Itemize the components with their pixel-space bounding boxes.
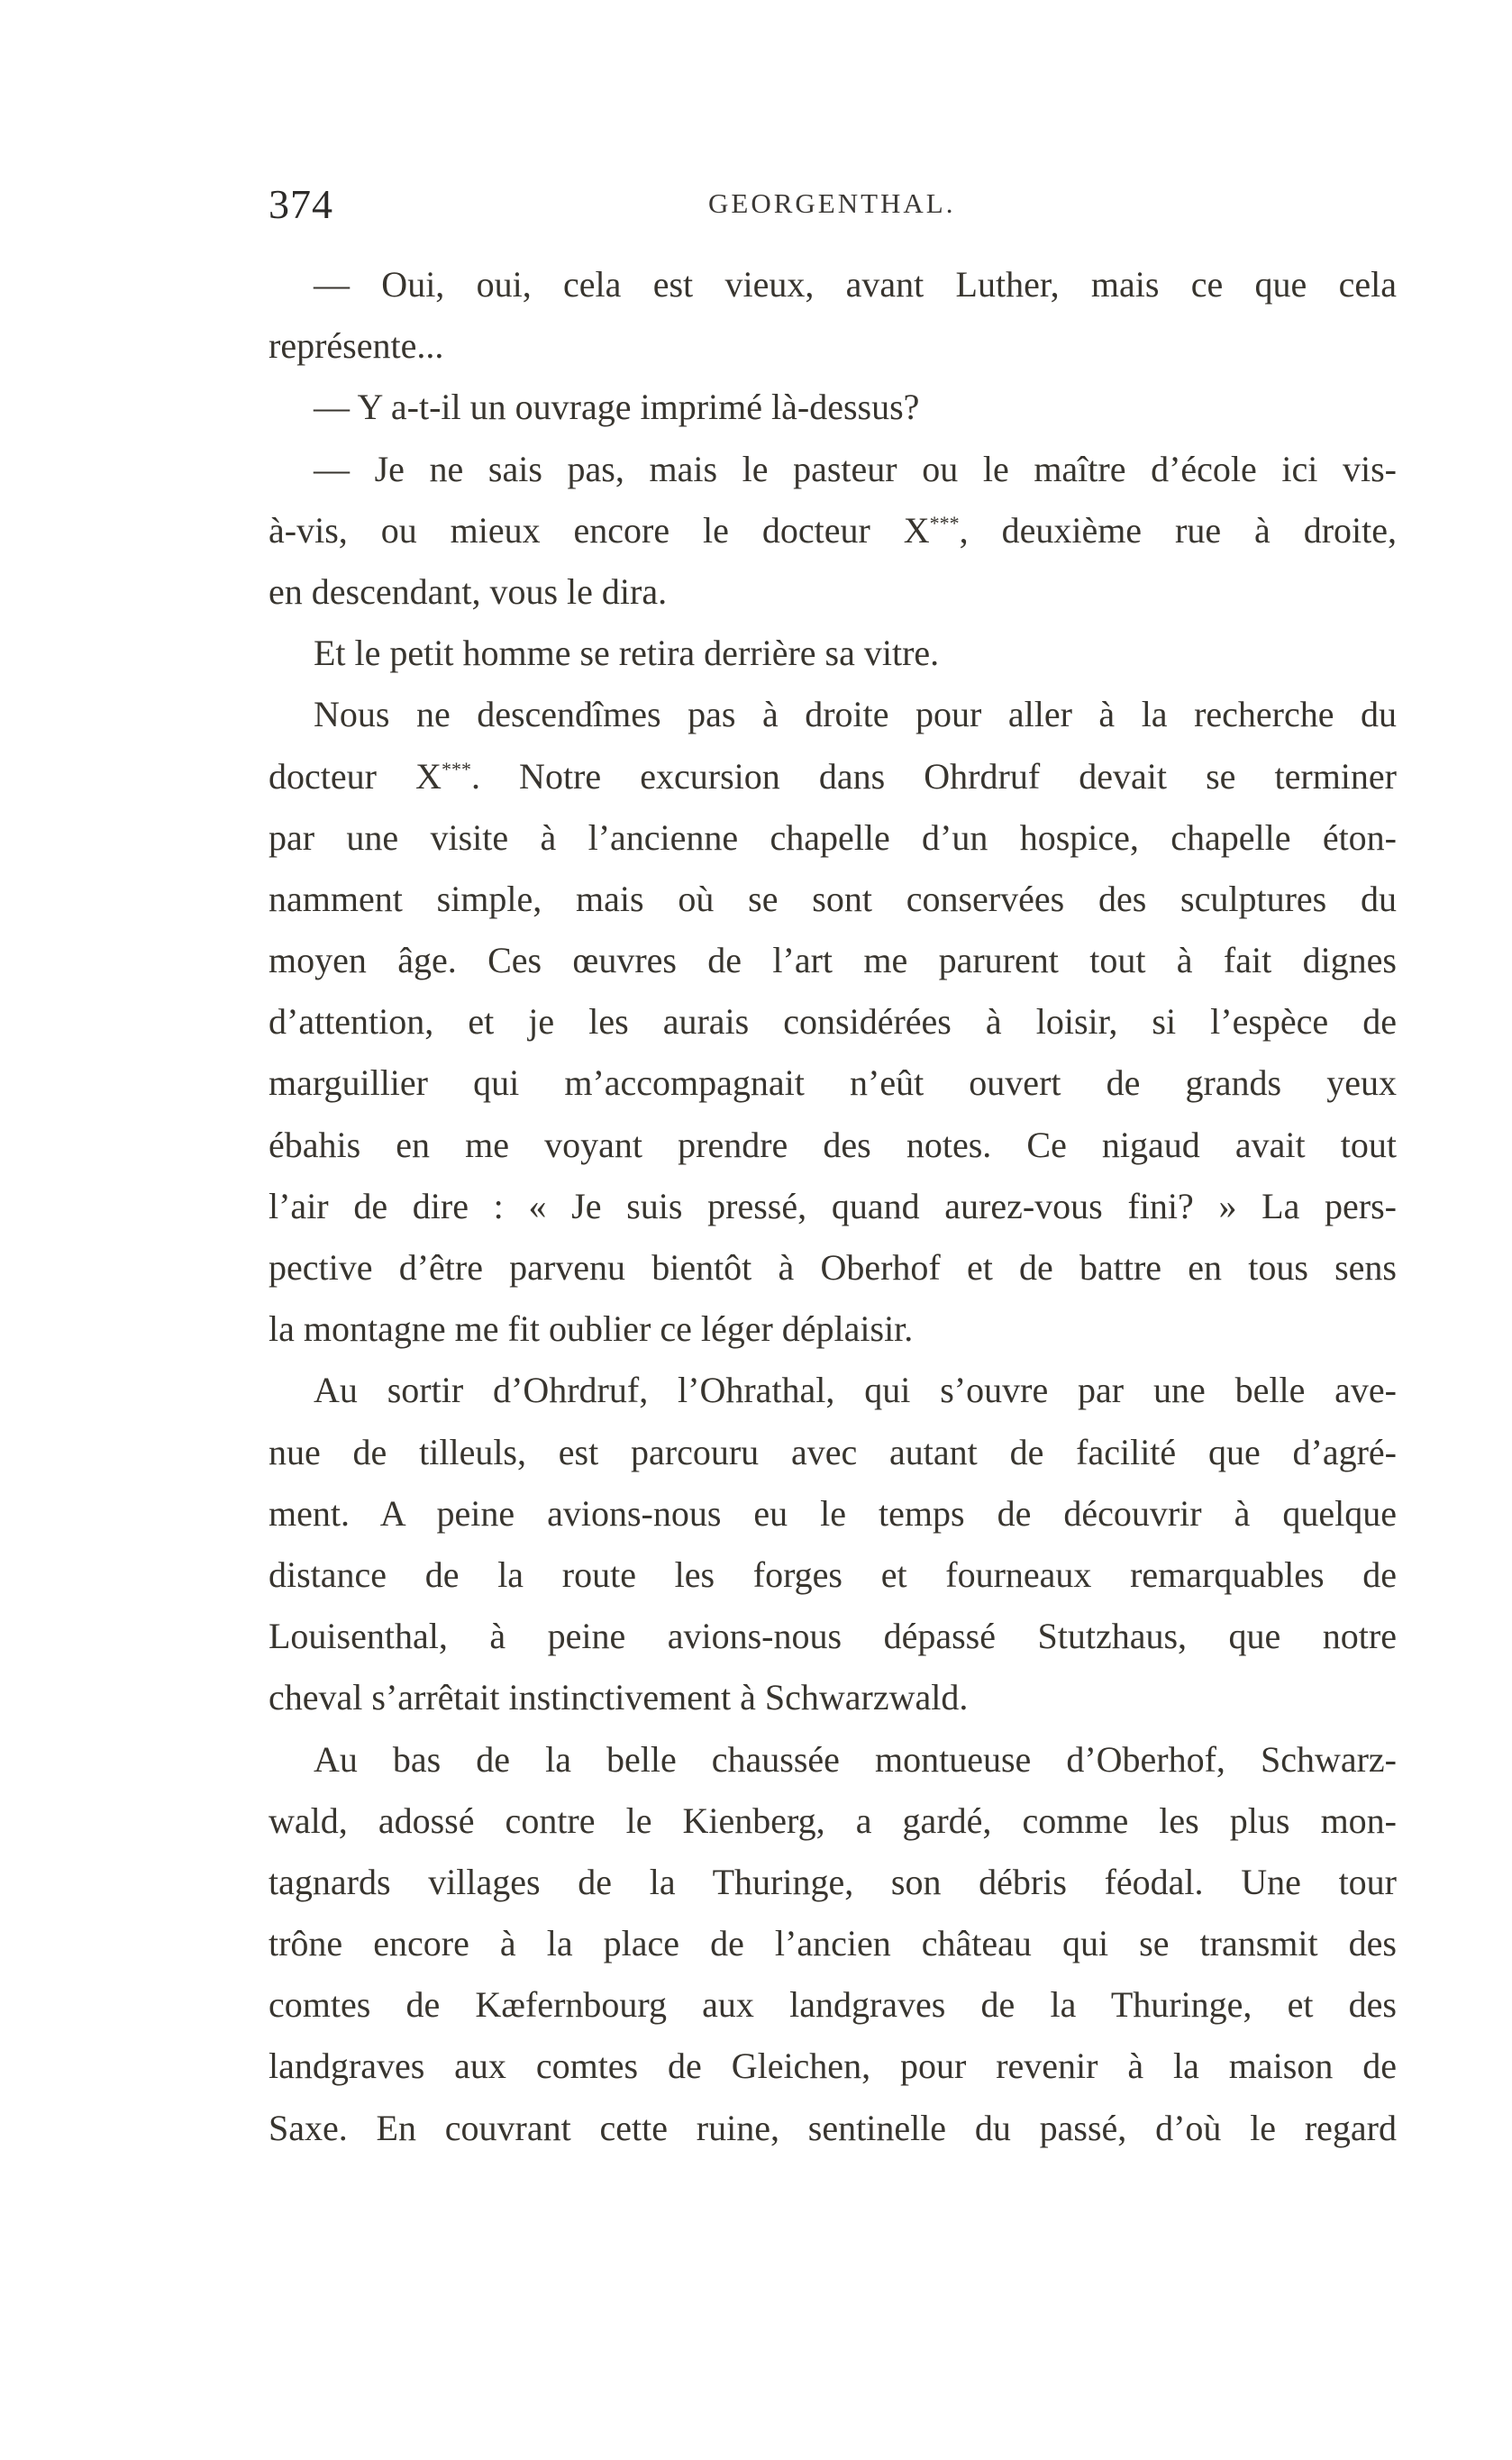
text-line: marguillier qui m’accompagnait n’eût ouvert de grands yeux <box>269 1062 1397 1104</box>
text-line: Au sortir d’Ohrdruf, l’Ohrathal, qui s’ouvre par une belle ave- <box>314 1370 1397 1411</box>
text-line: Saxe. En couvrant cette ruine, sentinelle du passé, d’où le regard <box>269 2107 1397 2148</box>
text-line: landgraves aux comtes de Gleichen, pour revenir à la maison de <box>269 2045 1397 2087</box>
text-line: docteur X***. Notre excursion dans Ohrdruf devait se terminer <box>269 755 1397 797</box>
text-line: tagnards villages de la Thuringe, son débris féodal. Une tour <box>269 1861 1397 1902</box>
text-line: moyen âge. Ces œuvres de l’art me parurent tout à fait dignes <box>269 940 1397 981</box>
page-number: 374 <box>269 181 333 227</box>
body-text <box>269 254 1397 2159</box>
text-line: d’attention, et je les aurais considérées à loisir, si l’espèce de <box>269 1001 1397 1043</box>
text-line: namment simple, mais où se sont conservées des sculptures du <box>269 878 1397 919</box>
text-line: par une visite à l’ancienne chapelle d’un hospice, chapelle éton- <box>269 816 1397 858</box>
text-line: Nous ne descendîmes pas à droite pour aller à la recherche du <box>314 694 1397 735</box>
text-line: comtes de Kæfernbourg aux landgraves de la Thuringe, et des <box>269 1984 1397 2026</box>
text-line: cheval s’arrêtait instinctivement à Schwarzwald. <box>269 1677 969 1718</box>
text-line: ment. A peine avions-nous eu le temps de découvrir à quelque <box>269 1492 1397 1534</box>
text-line: Au bas de la belle chaussée montueuse d’Oberhof, Schwarz- <box>314 1738 1397 1780</box>
text-line: la montagne me fit oublier ce léger déplaisir. <box>269 1308 914 1350</box>
page-header <box>269 180 1397 231</box>
text-line: en descendant, vous le dira. <box>269 570 668 612</box>
text-line: distance de la route les forges et fourneaux remarquables de <box>269 1553 1397 1595</box>
text-line: — Y a-t-il un ouvrage imprimé là-dessus? <box>314 387 920 428</box>
text-line: trône encore à la place de l’ancien château qui se transmit des <box>269 1923 1397 1964</box>
text-line: Louisenthal, à peine avions-nous dépassé Stutzhaus, que notre <box>269 1616 1397 1657</box>
text-line: ébahis en me voyant prendre des notes. Ce nigaud avait tout <box>269 1124 1397 1165</box>
text-line: l’air de dire : « Je suis pressé, quand aurez-vous fini? » La pers- <box>269 1185 1397 1226</box>
text-line: wald, adossé contre le Kienberg, a gardé, comme les plus mon- <box>269 1799 1397 1841</box>
text-line: nue de tilleuls, est parcouru avec autant de facilité que d’agré- <box>269 1431 1397 1472</box>
text-line: représente... <box>269 325 444 367</box>
text-line: — Oui, oui, cela est vieux, avant Luther, mais ce que cela <box>314 264 1397 305</box>
text-line: — Je ne sais pas, mais le pasteur ou le maître d’école ici vis- <box>314 448 1397 489</box>
text-line: pective d’être parvenu bientôt à Oberhof et de battre en tous sens <box>269 1247 1397 1288</box>
running-title: GEORGENTHAL. <box>708 187 956 219</box>
text-line: à-vis, ou mieux encore le docteur X***, deuxième rue à droite, <box>269 509 1398 551</box>
text-line: Et le petit homme se retira derrière sa vitre. <box>314 633 940 674</box>
